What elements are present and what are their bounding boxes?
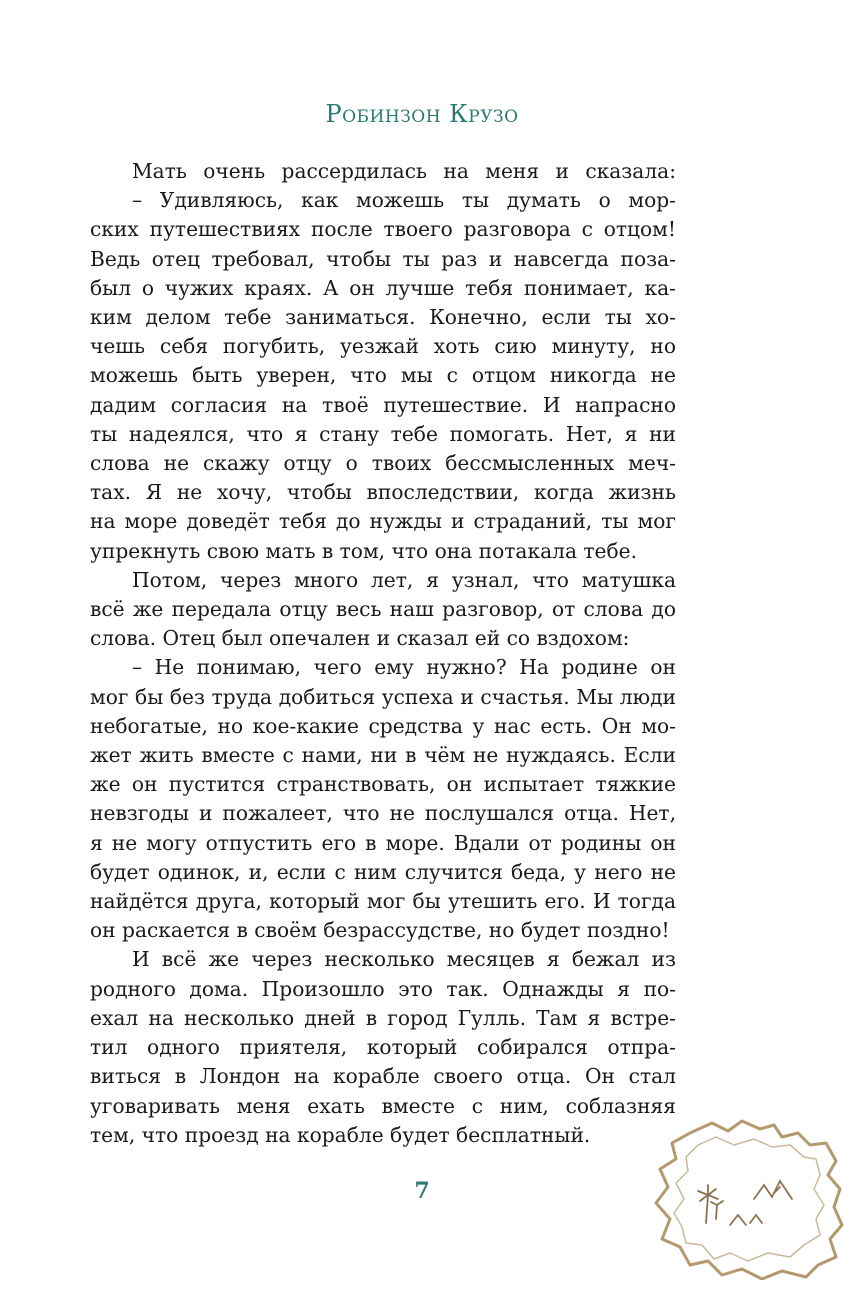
text-line: тем, что проезд на корабле будет бесплатный. <box>90 1122 591 1147</box>
text-line: – Не понимаю, чего ему нужно? На родине он <box>132 655 676 680</box>
text-line: родного дома. Произошло это так. Однажды я по- <box>90 976 676 1001</box>
text-line: слова. Отец был опечален и сказал ей со вздохом: <box>90 626 630 651</box>
text-line: ехал на несколько дней в город Гулль. Там я встре- <box>90 1005 676 1030</box>
text-line: слова не скажу отцу о твоих бессмысленных меч- <box>90 451 676 476</box>
text-line: мог бы без труда добиться успеха и счастья. Мы люди <box>90 684 676 709</box>
text-line: будет одинок, и, если с ним случится беда, у него не <box>90 859 676 884</box>
text-line: всё же передала отцу весь наш разговор, от слова до <box>90 597 676 622</box>
text-line: дадим согласия на твоё путешествие. И напрасно <box>90 392 676 417</box>
text-line: чешь себя погубить, уезжай хоть сию минуту, но <box>90 334 676 359</box>
text-line: был о чужих краях. А он лучше тебя понимает, ка- <box>90 275 676 300</box>
page-number: 7 <box>414 1178 430 1204</box>
text-line: Мать очень рассердилась на меня и сказала: <box>132 159 676 183</box>
text-line: я не могу отпустить его в море. Вдали от родины он <box>90 830 676 855</box>
island-map-illustration <box>650 1115 844 1280</box>
text-line: небогатые, но кое-какие средства у нас есть. Он мо- <box>90 713 676 738</box>
palm-tree-icon <box>706 1195 708 1223</box>
mountain-icon <box>730 1215 746 1225</box>
mountain-icon <box>754 1181 792 1199</box>
text-line: же он пустится странствовать, он испытает тяжкие <box>90 772 676 797</box>
text-line: Ведь отец требовал, чтобы ты раз и навсегда поза- <box>90 246 676 271</box>
text-line: тил одного приятеля, который собирался отпра- <box>90 1035 676 1060</box>
palm-tree-icon <box>716 1205 717 1219</box>
text-line: на море доведёт тебя до нужды и страданий, ты мог <box>90 509 676 534</box>
mountain-icon <box>750 1215 762 1223</box>
running-title: Робинзон Крузо <box>325 100 519 128</box>
body-text <box>90 157 676 1150</box>
text-line: ских путешествиях после твоего разговора с отцом! <box>90 217 676 242</box>
text-line: он раскается в своём безрассудстве, но будет поздно! <box>90 918 670 943</box>
text-line: упрекнуть свою мать в том, что она потакала тебе. <box>90 538 638 563</box>
text-line: ты надеялся, что я стану тебе помогать. Нет, я ни <box>90 421 676 446</box>
text-line: Потом, через много лет, я узнал, что матушка <box>132 567 676 592</box>
text-line: жет жить вместе с нами, ни в чём не нуждаясь. Если <box>90 743 676 768</box>
text-line: можешь быть уверен, что мы с отцом никогда не <box>90 363 676 388</box>
text-line: уговаривать меня ехать вместе с ним, соблазняя <box>90 1093 676 1118</box>
palm-fronds-icon <box>711 1201 723 1205</box>
text-line: И всё же через несколько месяцев я бежал из <box>132 947 676 972</box>
text-line: – Удивляюсь, как можешь ты думать о мор- <box>132 188 676 213</box>
text-line: виться в Лондон на корабле своего отца. Он стал <box>90 1064 676 1089</box>
text-line: тах. Я не хочу, чтобы впоследствии, когда жизнь <box>90 480 676 505</box>
text-line: ким делом тебе заниматься. Конечно, если ты хо- <box>90 305 676 330</box>
island-inner-contour <box>674 1137 824 1261</box>
text-line: найдётся друга, который мог бы утешить его. И тогда <box>90 889 676 914</box>
text-line: невзгоды и пожалеет, что не послушался отца. Нет, <box>90 801 676 826</box>
